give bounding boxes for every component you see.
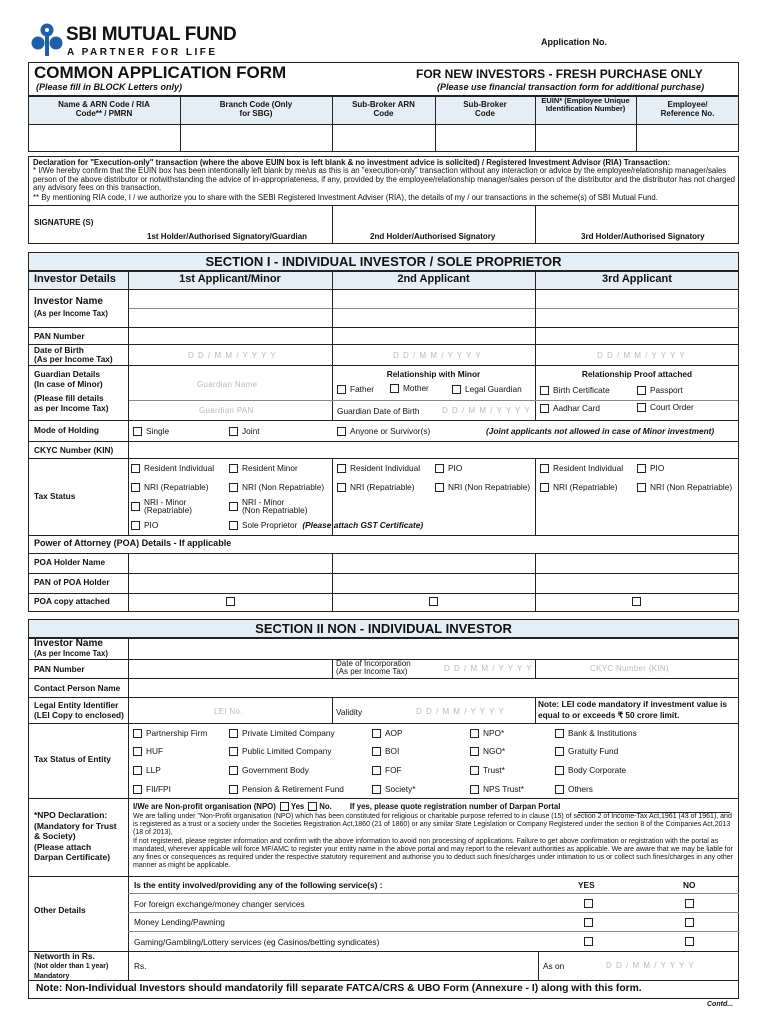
poa-copy-checkbox-2[interactable] (429, 597, 438, 606)
service-forex: For foreign exchange/money changer services (134, 899, 305, 909)
entity-partnership-firm-checkbox[interactable]: Partnership Firm (133, 728, 207, 738)
signature-holder-2-label: 2nd Holder/Authorised Signatory (370, 232, 496, 241)
relationship-legal-guardian-checkbox[interactable]: Legal Guardian (452, 384, 522, 394)
networth-label: Networth in Rs. (Not older than 1 year) Mandatory (34, 951, 109, 980)
networth-rs-label: Rs. (134, 961, 147, 971)
investor-name-3-input[interactable] (536, 290, 738, 327)
entity-gratuity-fund-checkbox[interactable]: Gratuity Fund (555, 746, 618, 756)
investor-name-1-input[interactable] (129, 290, 332, 327)
section-1-col-applicant-1: 1st Applicant/Minor (179, 273, 281, 285)
s2-contact-label: Contact Person Name (34, 683, 121, 693)
pan-3-input[interactable] (536, 328, 738, 344)
npo-declaration-label: *NPO Declaration: (Mandatory for Trust & Society) (Please attach Darpan Certificate) (34, 810, 117, 862)
guardian-name-input[interactable]: Guardian Name (197, 380, 258, 389)
holding-note: (Joint applicants not allowed in case of Minor investment) (486, 426, 715, 436)
s2-tax-status-label: Tax Status of Entity (34, 754, 111, 764)
poa-pan-label: PAN of POA Holder (34, 577, 110, 587)
s2-lei-sublabel: (LEI Copy to enclosed) (34, 710, 124, 720)
s2-pan-input[interactable] (129, 660, 332, 678)
service-lending-no-checkbox[interactable] (685, 918, 694, 927)
tax-sole-proprietor-1[interactable]: Sole Proprietor (Please attach GST Certificate) (229, 520, 423, 530)
tax-nri-nonrep-2[interactable]: NRI (Non Repatriable) (435, 482, 530, 492)
npo-question: I/We are Non-profit organisation (NPO) Yes No. If yes, please quote registration number of Darpan Portal (133, 802, 561, 811)
signature-label: SIGNATURE (S) (34, 218, 94, 227)
tax-nri-rep-1[interactable]: NRI (Repatriable) (131, 482, 209, 492)
s2-validity-input[interactable]: D D / M M / Y Y Y Y (416, 707, 505, 716)
entity-public-limited-company-checkbox[interactable]: Public Limited Company (229, 746, 331, 756)
investor-name-sublabel: (As per Income Tax) (34, 309, 108, 318)
other-yes-header: YES (578, 880, 595, 890)
dob-sublabel: (As per Income Tax) (34, 354, 113, 364)
npo-yes-checkbox[interactable] (280, 802, 289, 811)
section-2-title: SECTION II NON - INDIVIDUAL INVESTOR (28, 619, 739, 638)
broker-header-arn: Name & ARN Code / RIA Code** / PMRN (58, 100, 150, 118)
poa-copy-checkbox-1[interactable] (226, 597, 235, 606)
entity-pension-retirement-fund-checkbox[interactable]: Pension & Retirement Fund (229, 784, 344, 794)
broker-header-branch: Branch Code (Only for SBG) (219, 100, 293, 118)
declaration-text-2: ** By mentioning RIA code, I / we authorize you to share with the SEBI Registered Investment Adviser (RIA), the details of my / our transactions in the scheme(s) of SBI Mutual Fund. (33, 193, 658, 202)
holding-anyone-survivor-checkbox[interactable]: Anyone or Survivor(s) (337, 426, 430, 436)
s2-ckyc-input[interactable]: CKYC Number (KIN) (590, 664, 669, 673)
tax-nri-nonrep-3[interactable]: NRI (Non Repatriable) (637, 482, 732, 492)
networth-as-on-label: As on (543, 961, 565, 971)
relationship-proof-title: Relationship Proof attached (581, 369, 693, 379)
s2-contact-input[interactable] (129, 679, 738, 697)
entity-government-body-checkbox[interactable]: Government Body (229, 765, 309, 775)
entity-private-limited-company-checkbox[interactable]: Private Limited Company (229, 728, 335, 738)
relationship-father-checkbox[interactable]: Father (337, 384, 374, 394)
service-forex-no-checkbox[interactable] (685, 899, 694, 908)
signature-holder-3-label: 3rd Holder/Authorised Signatory (581, 232, 705, 241)
application-no-label: Application No. (541, 37, 607, 47)
section-1-title: SECTION I - INDIVIDUAL INVESTOR / SOLE PROPRIETOR (28, 252, 739, 271)
ckyc-input[interactable] (129, 442, 738, 458)
broker-header-subcode: Sub-Broker Code (463, 100, 507, 118)
service-lending-yes-checkbox[interactable] (584, 918, 593, 927)
form-title: COMMON APPLICATION FORM (34, 63, 287, 82)
npo-darpan-input[interactable] (578, 801, 730, 812)
employee-ref-field[interactable] (637, 125, 738, 151)
networth-input[interactable] (150, 952, 535, 980)
service-forex-yes-checkbox[interactable] (584, 899, 593, 908)
guardian-pan-input[interactable]: Guardian PAN (199, 406, 254, 415)
broker-branch-field[interactable] (181, 125, 332, 151)
service-gaming-yes-checkbox[interactable] (584, 937, 593, 946)
section-1-col-applicant-2: 2nd Applicant (397, 273, 470, 285)
entity-ngo-checkbox[interactable]: NGO* (470, 746, 505, 756)
s2-investor-name-label: Investor Name (34, 638, 103, 649)
dob-1-input[interactable]: D D / M M / Y Y Y Y (188, 351, 277, 360)
poa-holder-name-input[interactable] (129, 554, 738, 573)
section-1-col-investor-details: Investor Details (34, 273, 116, 285)
s2-investor-name-sublabel: (As per Income Tax) (34, 649, 108, 658)
npo-text-1: We are falling under "Non-Profit organisation (NPO) which has been constituted for religious or charitable purpose referred to in clause (15) of section 2 of Income-Tax Act,1961 (43 of 1961), and is registered as a trust or a society under the Societies Registration Act,1860 (21 of 1860) or any similar State Legislation or Company Registered under the section 8 of the Companies Act,2013 (18 of 2013), (133, 813, 732, 836)
entity-llp-checkbox[interactable]: LLP (133, 765, 161, 775)
tax-pio-2[interactable]: PIO (435, 463, 462, 473)
guardian-label: Guardian Details (34, 369, 100, 379)
s2-lei-note: Note: LEI code mandatory if investment value is equal to or exceeds ₹ 50 crore limit. (538, 699, 728, 720)
proof-passport-checkbox[interactable]: Passport (637, 385, 683, 395)
dob-3-input[interactable]: D D / M M / Y Y Y Y (597, 351, 686, 360)
npo-text-2: If not registered, please register information and confirm with the above information to avoid non processing of applications. Failure to get above confirmation or registration with the portal as mandated, wherever applicable will force MF/AMC to register your entity name in the above portal and may report to the relevant authorities as applicable. We are aware that we may be liable for any fines or consequences as required under the respective statutory requirement and authorise you to deduct such fines/charges under intimation to us or collect such fines/charges in any other manner as might be applicable. (133, 838, 734, 869)
entity-fof-checkbox[interactable]: FOF (372, 765, 402, 775)
contd-label: Contd... (707, 1001, 734, 1008)
investor-name-label: Investor Name (34, 296, 103, 307)
dob-2-input[interactable]: D D / M M / Y Y Y Y (393, 351, 482, 360)
s2-pan-label: PAN Number (34, 664, 85, 674)
tax-pio-3[interactable]: PIO (637, 463, 664, 473)
broker-header-employee: Employee/ Reference No. (660, 100, 715, 118)
section-1-col-applicant-3: 3rd Applicant (602, 273, 672, 285)
service-gaming-no-checkbox[interactable] (685, 937, 694, 946)
brand-name: SBI MUTUAL FUND (66, 24, 237, 45)
other-no-header: NO (683, 880, 696, 890)
holding-joint-checkbox[interactable]: Joint (229, 426, 260, 436)
proof-aadhar-checkbox[interactable]: Aadhar Card (540, 403, 600, 413)
brand-tagline: A PARTNER FOR LIFE (67, 47, 218, 58)
form-subtitle: (Please fill in BLOCK Letters only) (36, 82, 183, 92)
npo-no-checkbox[interactable] (308, 802, 317, 811)
s2-investor-name-input[interactable] (129, 639, 738, 659)
entity-others-checkbox[interactable]: Others (555, 784, 593, 794)
guardian-sublabel-3: as per Income Tax) (34, 403, 109, 413)
broker-arn-field[interactable] (29, 125, 180, 151)
holding-single-checkbox[interactable]: Single (133, 426, 169, 436)
sub-broker-code-field[interactable] (436, 125, 535, 151)
service-gaming: Gaming/Gambling/Lottery services (eg Casinos/betting syndicates) (134, 937, 380, 947)
poa-title: Power of Attorney (POA) Details - If applicable (34, 538, 232, 548)
entity-fii-fpi-checkbox[interactable]: FII/FPI (133, 784, 171, 794)
tax-resident-minor-1[interactable]: Resident Minor (229, 463, 298, 473)
investor-name-2-input[interactable] (333, 290, 535, 327)
s2-doi-label: Date of Incorporation (As per Income Tax) (336, 659, 411, 676)
guardian-dob-label: Guardian Date of Birth (337, 406, 420, 416)
pan-1-input[interactable] (129, 328, 332, 344)
tax-nri-rep-3[interactable]: NRI (Repatriable) (540, 482, 618, 492)
poa-pan-input[interactable] (129, 574, 738, 593)
footer-note: Note: Non-Individual Investors should mandatorily fill separate FATCA/CRS & UBO Form (Annexure - I) along with this form. (36, 983, 642, 994)
entity-bank-institutions-checkbox[interactable]: Bank & Institutions (555, 728, 637, 738)
entity-nps-trust-checkbox[interactable]: NPS Trust* (470, 784, 524, 794)
declaration-heading: Declaration for "Execution-only" transaction (where the above EUIN box is left blank & no investment advice is solicited) / Registered Investment Advisor (RIA) Transaction: (33, 158, 671, 167)
tax-nri-minor-rep-1[interactable]: NRI - Minor (Repatriable) (131, 498, 192, 514)
tax-nri-rep-2[interactable]: NRI (Repatriable) (337, 482, 415, 492)
entity-npo-checkbox[interactable]: NPO* (470, 728, 504, 738)
tax-resident-individual-3[interactable]: Resident Individual (540, 463, 623, 473)
s2-lei-label: Legal Entity Identifier (34, 700, 119, 710)
pan-2-input[interactable] (333, 328, 535, 344)
sbi-logo-icon (30, 22, 64, 58)
entity-aop-checkbox[interactable]: AOP (372, 728, 403, 738)
declaration-text-1: * I/We hereby confirm that the EUIN box has been intentionally left blank by me/us as this is an "execution-only" transaction without any interaction or advice by the employee/relationship manager/sales person of the above distributor or notwithstanding the advice of in-appropriateness, if any, provided by the employee/relationship manager/sales person of the distributor and the distributor has not charged any advisory fees on this transaction. (33, 166, 735, 193)
entity-boi-checkbox[interactable]: BOI (372, 746, 399, 756)
tax-status-label: Tax Status (34, 491, 76, 501)
guardian-dob-input[interactable]: D D / M M / Y Y Y Y (442, 406, 531, 415)
relationship-title: Relationship with Minor (386, 369, 481, 379)
s2-validity-label: Validity (336, 707, 363, 717)
signature-holder-1-label: 1st Holder/Authorised Signatory/Guardian (147, 232, 308, 241)
proof-birth-certificate-checkbox[interactable]: Birth Certificate (540, 385, 610, 395)
s2-doi-input[interactable]: D D / M M / Y Y Y Y (444, 664, 533, 673)
tax-nri-minor-nonrep-1[interactable]: NRI - Minor (Non Repatriable) (229, 498, 307, 514)
mode-of-holding-label: Mode of Holding (34, 425, 99, 435)
other-details-question: Is the entity involved/providing any of the following service(s) : (134, 880, 383, 890)
poa-copy-checkbox-3[interactable] (632, 597, 641, 606)
relationship-mother-checkbox[interactable]: Mother (390, 383, 429, 393)
tax-nri-nonrep-1[interactable]: NRI (Non Repatriable) (229, 482, 324, 492)
entity-huf-checkbox[interactable]: HUF (133, 746, 163, 756)
dob-label: Date of Birth (34, 345, 84, 355)
service-money-lending: Money Lending/Pawning (134, 917, 225, 927)
euin-field[interactable] (536, 125, 636, 151)
tax-pio-1[interactable]: PIO (131, 520, 158, 530)
tax-resident-individual-1[interactable]: Resident Individual (131, 463, 214, 473)
guardian-sublabel-2: (Please fill details (34, 393, 104, 403)
proof-court-order-checkbox[interactable]: Court Order (637, 402, 694, 412)
form-right-subtitle: (Please use financial transaction form for additional purchase) (437, 82, 705, 92)
sub-broker-arn-field[interactable] (333, 125, 435, 151)
tax-resident-individual-2[interactable]: Resident Individual (337, 463, 420, 473)
other-details-label: Other Details (34, 905, 86, 915)
pan-label: PAN Number (34, 331, 85, 341)
form-right-title: FOR NEW INVESTORS - FRESH PURCHASE ONLY (416, 67, 703, 81)
entity-body-corporate-checkbox[interactable]: Body Corporate (555, 765, 626, 775)
ckyc-label: CKYC Number (KIN) (34, 445, 114, 455)
guardian-sublabel-1: (In case of Minor) (34, 379, 103, 389)
entity-society-checkbox[interactable]: Society* (372, 784, 415, 794)
broker-header-euin: EUIN* (Employee Unique Identification Number) (541, 96, 630, 113)
poa-copy-label: POA copy attached (34, 596, 110, 606)
networth-date-input[interactable]: D D / M M / Y Y Y Y (606, 961, 695, 970)
poa-holder-name-label: POA Holder Name (34, 557, 106, 567)
entity-trust-checkbox[interactable]: Trust* (470, 765, 505, 775)
broker-header-subarn: Sub-Broker ARN Code (352, 100, 415, 118)
s2-lei-input[interactable]: LEI No. (214, 707, 243, 716)
